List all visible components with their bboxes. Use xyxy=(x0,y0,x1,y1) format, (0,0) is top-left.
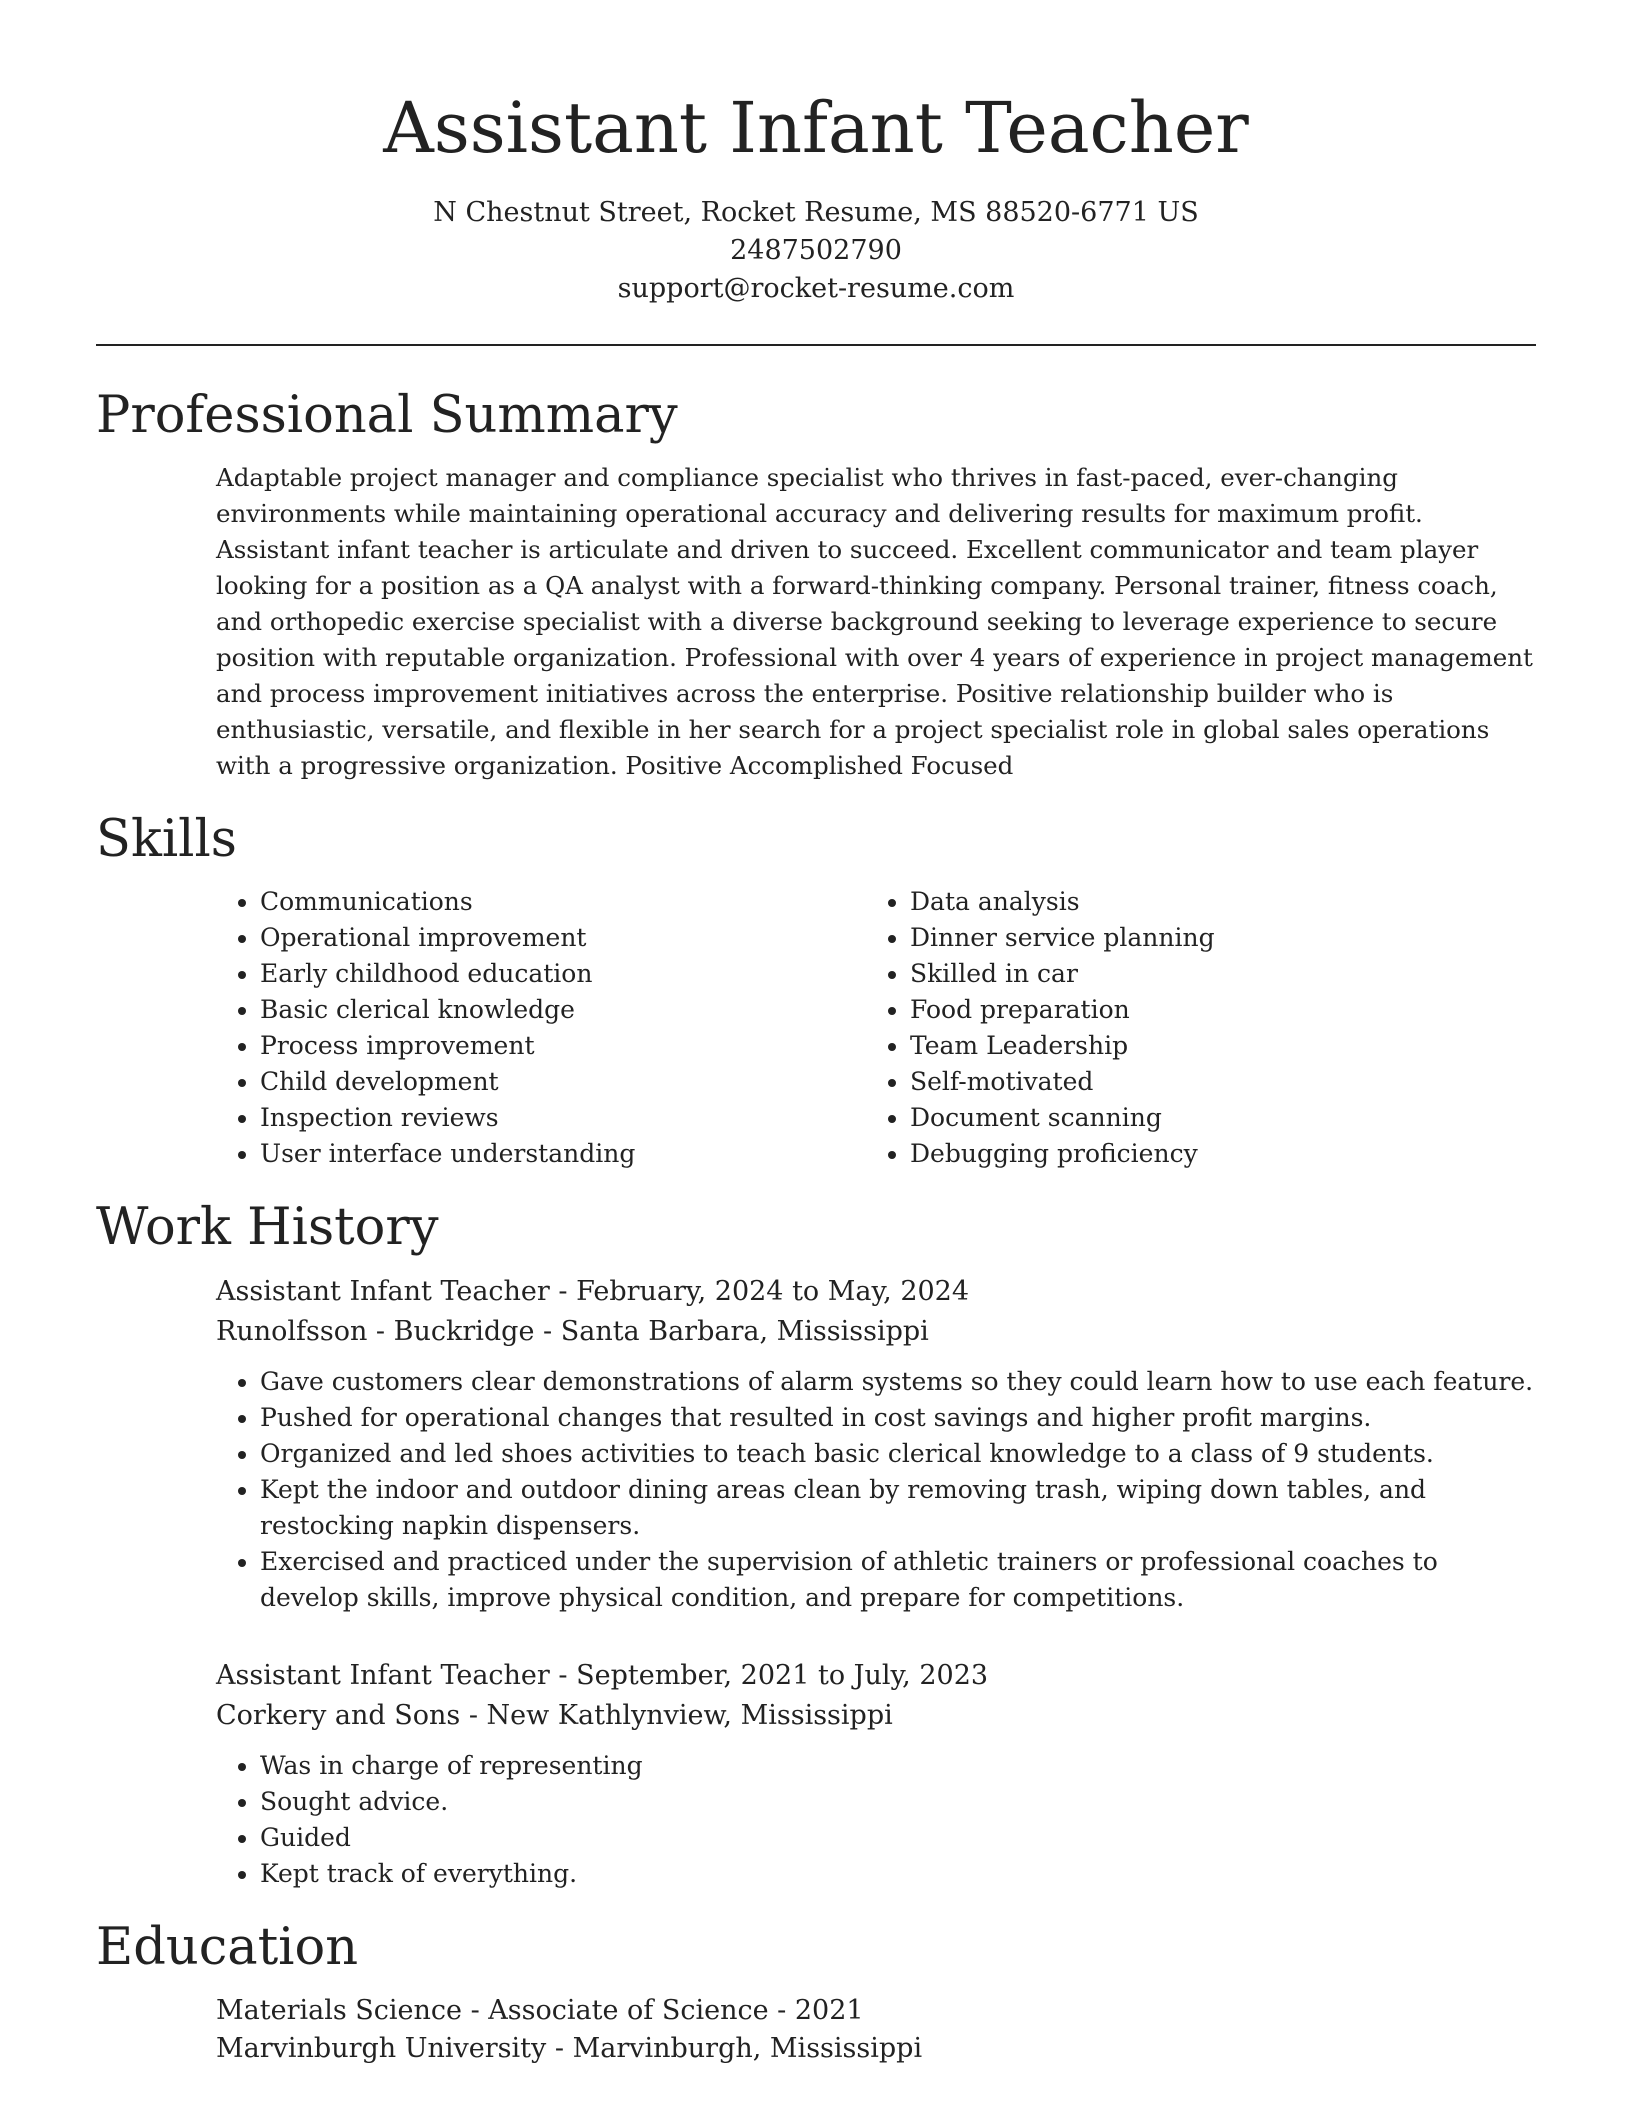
job-bullet: • Guided xyxy=(260,1820,1536,1856)
job-bullets xyxy=(216,1748,1536,1892)
education-section xyxy=(96,1918,1536,2068)
job-location: - Santa Barbara, Mississippi xyxy=(534,1316,929,1347)
job-entry xyxy=(216,1656,1536,1892)
skill-item: • Dinner service planning xyxy=(910,920,1215,956)
resume-header xyxy=(0,0,1632,308)
education-entry xyxy=(216,1992,1536,2068)
job-bullet: • Kept the indoor and outdoor dining areas clean by removing trash, wiping down tables, and restocking napkin dispensers. xyxy=(260,1472,1536,1544)
address: N Chestnut Street, Rocket Resume, MS 88520-6771 US xyxy=(433,197,1199,228)
skill-item: • Inspection reviews xyxy=(260,1100,866,1136)
job-role: Assistant Infant Teacher xyxy=(216,1660,550,1691)
work-history-title: Work History xyxy=(96,1198,439,1257)
summary-section xyxy=(96,386,1536,784)
degree-line: Materials Science - Associate of Science - 2021 xyxy=(216,1995,864,2026)
job-company-line xyxy=(216,1696,1536,1736)
skill-item: • Basic clerical knowledge xyxy=(260,992,866,1028)
skills-section xyxy=(96,810,1536,1172)
skills-columns xyxy=(216,884,1536,1172)
skill-item: • Data analysis xyxy=(910,884,1215,920)
job-location: - New Kathlynview, Mississippi xyxy=(460,1700,893,1731)
job-bullet: • Sought advice. xyxy=(260,1784,1536,1820)
school-location: - Marvinburgh, Mississippi xyxy=(546,2033,923,2064)
job-bullet: • Was in charge of representing xyxy=(260,1748,1536,1784)
job-company-line xyxy=(216,1312,1536,1352)
skill-item: • Document scanning xyxy=(910,1100,1215,1136)
job-bullet: • Exercised and practiced under the supervision of athletic trainers or professional coaches to develop skills, improve physical condition, and prepare for competitions. xyxy=(260,1544,1536,1616)
job-bullet: • Pushed for operational changes that resulted in cost savings and higher profit margins. xyxy=(260,1400,1536,1436)
job-dates: - September, 2021 to July, 2023 xyxy=(549,1660,989,1691)
job-entry xyxy=(216,1272,1536,1616)
skills-list-right xyxy=(866,884,1215,1172)
skill-item: • Process improvement xyxy=(260,1028,866,1064)
job-bullets xyxy=(216,1364,1536,1616)
skill-item: • Communications xyxy=(260,884,866,920)
candidate-name: Assistant Infant Teacher xyxy=(383,87,1249,169)
school-line xyxy=(216,2030,1536,2068)
school-name: Marvinburgh University xyxy=(216,2033,547,2064)
summary-title: Professional Summary xyxy=(96,386,678,445)
contact-info xyxy=(0,194,1632,308)
skill-item: • Skilled in car xyxy=(910,956,1215,992)
skill-item: • Child development xyxy=(260,1064,866,1100)
job-bullet: • Organized and led shoes activities to teach basic clerical knowledge to a class of 9 students. xyxy=(260,1436,1536,1472)
job-title-line xyxy=(216,1272,1536,1312)
header-divider xyxy=(96,344,1536,346)
skill-item: • Early childhood education xyxy=(260,956,866,992)
job-role: Assistant Infant Teacher xyxy=(216,1276,550,1307)
job-company: Corkery and Sons xyxy=(216,1700,461,1731)
skills-list-left xyxy=(216,884,866,1172)
skill-item: • Self-motivated xyxy=(910,1064,1215,1100)
skill-item: • Food preparation xyxy=(910,992,1215,1028)
skills-title: Skills xyxy=(96,810,237,869)
job-dates: - February, 2024 to May, 2024 xyxy=(549,1276,970,1307)
skill-item: • Operational improvement xyxy=(260,920,866,956)
job-bullet: • Kept track of everything. xyxy=(260,1856,1536,1892)
email: support@rocket-resume.com xyxy=(617,273,1015,304)
job-bullet: • Gave customers clear demonstrations of alarm systems so they could learn how to use each feature. xyxy=(260,1364,1536,1400)
job-title-line xyxy=(216,1656,1536,1696)
work-history-section xyxy=(96,1198,1536,1892)
summary-text: Adaptable project manager and compliance specialist who thrives in fast-paced, ever-changing environments while maintaining operational accuracy and delivering results for maximum profit. Assistant infant teacher is articulate and driven to succeed. Excellent communicator and team player looking for a position as a QA analyst with a forward-thinking company. Personal trainer, fitness coach, and orthopedic exercise specialist with a diverse background seeking to leverage experience to secure position with reputable organization. Professional with over 4 years of experience in project management and process improvement initiatives across the enterprise. Positive relationship builder who is enthusiastic, versatile, and flexible in her search for a project specialist role in global sales operations with a progressive organization. Positive Accomplished Focused xyxy=(216,463,1533,780)
job-company: Runolfsson - Buckridge xyxy=(216,1316,535,1347)
skill-item: • User interface understanding xyxy=(260,1136,866,1172)
skill-item: • Debugging proficiency xyxy=(910,1136,1215,1172)
education-title: Education xyxy=(96,1918,359,1977)
skill-item: • Team Leadership xyxy=(910,1028,1215,1064)
phone: 2487502790 xyxy=(730,235,902,266)
